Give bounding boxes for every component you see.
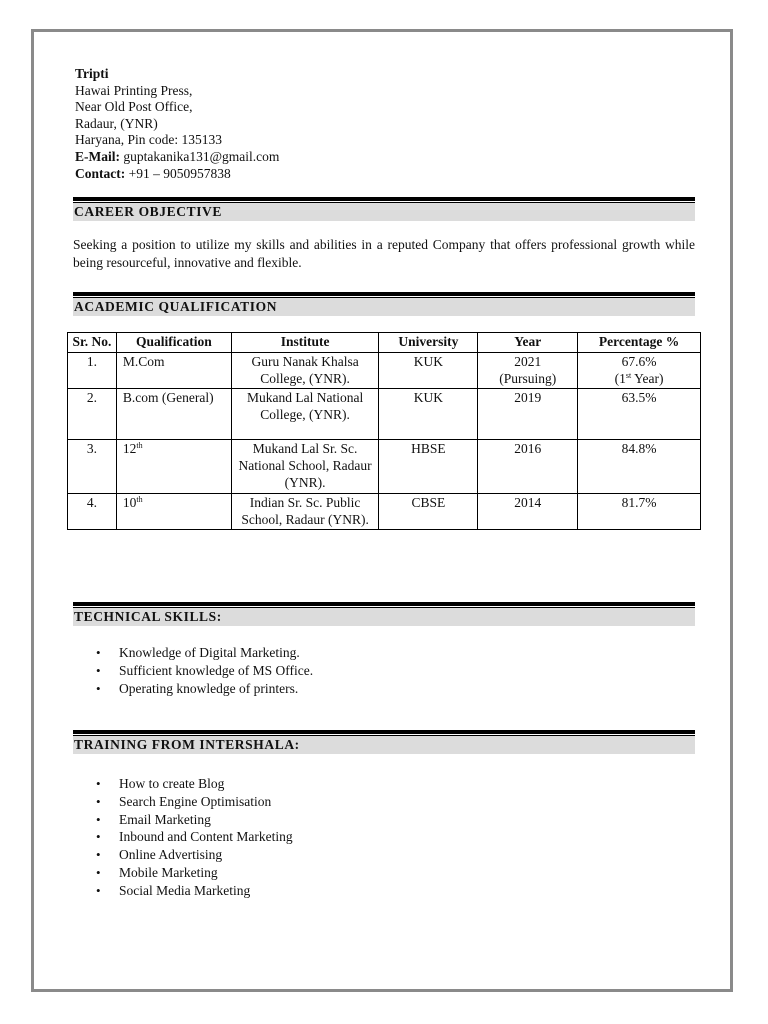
list-item: • Operating knowledge of printers. xyxy=(73,680,695,698)
section-header xyxy=(73,197,695,221)
section-header xyxy=(73,730,695,754)
university-cell: CBSE xyxy=(379,493,478,530)
list-item: • Search Engine Optimisation xyxy=(73,793,695,811)
list-item: • Mobile Marketing xyxy=(73,864,695,882)
column-header: Year xyxy=(478,333,578,353)
column-header: Institute xyxy=(231,333,379,353)
table-header-row xyxy=(68,333,701,353)
email-value: guptakanika131@gmail.com xyxy=(123,148,280,164)
qualification-cell: M.Com xyxy=(116,352,231,389)
address-line: Haryana, Pin code: 135133 xyxy=(75,132,222,148)
section-header xyxy=(73,292,695,316)
year-cell: 2014 xyxy=(478,493,578,530)
section-title: TRAINING FROM INTERSHALA: xyxy=(73,735,695,754)
percentage-cell: 67.6% (1st Year) xyxy=(578,352,701,389)
university-cell: KUK xyxy=(379,389,478,440)
section-title: TECHNICAL SKILLS: xyxy=(73,607,695,626)
training-list xyxy=(73,775,695,900)
sr-cell: 4. xyxy=(68,493,117,530)
qualification-cell: 10th xyxy=(116,493,231,530)
table-row xyxy=(68,352,701,389)
list-item: • Social Media Marketing xyxy=(73,882,695,900)
year-cell: 2021 (Pursuing) xyxy=(478,352,578,389)
list-item: • Online Advertising xyxy=(73,846,695,864)
qualification-cell: B.com (General) xyxy=(116,389,231,440)
address-line: Hawai Printing Press, xyxy=(75,82,193,98)
table-row xyxy=(68,440,701,493)
percentage-cell: 63.5% xyxy=(578,389,701,440)
sr-cell: 2. xyxy=(68,389,117,440)
list-item: • Inbound and Content Marketing xyxy=(73,828,695,846)
qualification-cell: 12th xyxy=(116,440,231,493)
academic-table xyxy=(67,332,701,530)
sr-cell: 1. xyxy=(68,352,117,389)
column-header: Sr. No. xyxy=(68,333,117,353)
section-title: ACADEMIC QUALIFICATION xyxy=(73,297,695,316)
technical-skills-list xyxy=(73,644,695,697)
table-row xyxy=(68,389,701,440)
contact-name: Tripti xyxy=(75,66,109,81)
phone-line: Contact: +91 – 9050957838 xyxy=(75,165,231,181)
list-item: • Knowledge of Digital Marketing. xyxy=(73,644,695,662)
column-header: Percentage % xyxy=(578,333,701,353)
year-cell: 2019 xyxy=(478,389,578,440)
sr-cell: 3. xyxy=(68,440,117,493)
academic-section xyxy=(73,292,695,316)
training-section xyxy=(73,730,695,900)
institute-cell: Mukand Lal National College, (YNR). xyxy=(231,389,379,440)
list-item: • How to create Blog xyxy=(73,775,695,793)
institute-cell: Guru Nanak Khalsa College, (YNR). xyxy=(231,352,379,389)
section-header xyxy=(73,602,695,626)
table-row xyxy=(68,493,701,530)
email-line: E-Mail: guptakanika131@gmail.com xyxy=(75,148,280,164)
address-line: Radaur, (YNR) xyxy=(75,115,158,131)
year-cell: 2016 xyxy=(478,440,578,493)
list-item: • Sufficient knowledge of MS Office. xyxy=(73,662,695,680)
percentage-cell: 81.7% xyxy=(578,493,701,530)
career-objective-text: Seeking a position to utilize my skills and abilities in a reputed Company that offers professional growth while being resourceful, innovative and flexible. xyxy=(73,237,695,270)
phone-value: +91 – 9050957838 xyxy=(128,165,231,181)
university-cell: KUK xyxy=(379,352,478,389)
institute-cell: Mukand Lal Sr. Sc. National School, Radaur (YNR). xyxy=(231,440,379,493)
career-objective-section xyxy=(73,197,695,271)
section-title: CAREER OBJECTIVE xyxy=(73,202,695,221)
column-header: Qualification xyxy=(116,333,231,353)
university-cell: HBSE xyxy=(379,440,478,493)
column-header: University xyxy=(379,333,478,353)
address-line: Near Old Post Office, xyxy=(75,99,193,115)
technical-skills-section xyxy=(73,602,695,697)
percentage-cell: 84.8% xyxy=(578,440,701,493)
list-item: • Email Marketing xyxy=(73,811,695,829)
institute-cell: Indian Sr. Sc. Public School, Radaur (YNR). xyxy=(231,493,379,530)
contact-block xyxy=(75,66,697,182)
